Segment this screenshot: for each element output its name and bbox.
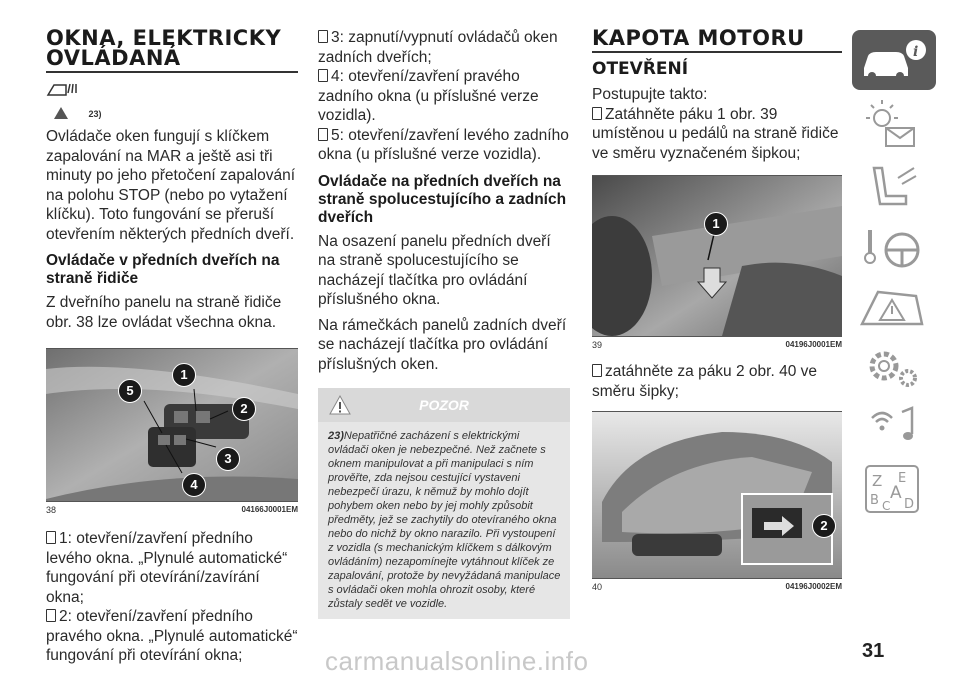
bullet-icon xyxy=(318,30,328,43)
bullet-icon xyxy=(592,107,602,120)
svg-text:D: D xyxy=(904,497,915,512)
warning-ref: 23) xyxy=(328,430,344,442)
passenger-door-text: Na osazení panelu předních dveří na straně spolucestujícího se nacházejí tlačítka pro ovládání příslušného okna. xyxy=(318,232,551,308)
power-window-icon xyxy=(46,81,298,99)
warning-text: 23)Nepatřičné zacházení s elektrickými ovládači oken je nebezpečné. Než začnete s oknem manipulovat a při manipulaci s ním prověřte, zda nejsou cestující vystaveni nebezpečí úrazu, k němuž by mohlo dojít pohybem oken nebo by jej mohly způsobit předměty, jež se zachytily do otevíraného okna nebo do nichž by okno narazilo. Při vystoupení z vozidla (s mechanickým klíčkem s dálkovým ovládáním) nezapomínejte vytáhnout klíček ze zapalování, protože by nevyžádaná manipulace s ovládači oken mohla ohrozit osoby, které zůstaly sedět ve vozidle. xyxy=(318,422,570,619)
subheading-passenger-doors: Ovládače na předních dveřích na straně spolucestujícího a zadních dveřích xyxy=(318,172,567,226)
warning-title: POZOR xyxy=(419,397,469,413)
callout-2: 2 xyxy=(232,397,256,421)
page-number: 31 xyxy=(862,640,885,662)
watermark: carmanualsonline.info xyxy=(325,646,589,676)
figure-number: 39 xyxy=(592,340,603,350)
car-info-icon[interactable] xyxy=(852,30,936,90)
column-3 xyxy=(592,28,842,592)
emergency-icon[interactable] xyxy=(852,278,936,338)
callout-2: 2 xyxy=(812,514,836,538)
rear-door-text: Na rámečkách panelů zadních dveří se nacházejí tlačítka pro ovládání příslušných oken. xyxy=(318,316,567,373)
steps-intro: Postupujte takto: xyxy=(592,86,708,103)
bullet-icon xyxy=(318,69,328,82)
list-item: 2: otevření/zavření předního pravého okna. „Plynulé automatické“ fungování při otevírání okna; xyxy=(46,608,298,664)
callout-1: 1 xyxy=(704,212,728,236)
key-steering-icon[interactable] xyxy=(852,218,936,278)
svg-text:C: C xyxy=(882,499,891,513)
list-item: 5: otevření/zavření levého zadního okna (u příslušné verze vozidla). xyxy=(318,126,569,163)
warning-lights-icon[interactable] xyxy=(852,98,936,158)
figure-number: 40 xyxy=(592,582,603,592)
warning-triangle-icon xyxy=(54,107,68,119)
section-heading-windows: OKNA, ELEKTRICKY OVLÁDANÁ xyxy=(46,26,282,70)
svg-text:E: E xyxy=(898,471,907,486)
driver-door-text: Z dveřního panelu na straně řidiče obr. 38 lze ovládat všechna okna. xyxy=(46,294,282,331)
seat-safety-icon[interactable] xyxy=(852,158,936,218)
callout-1: 1 xyxy=(172,363,196,387)
callout-3: 3 xyxy=(216,447,240,471)
figure-40 xyxy=(592,411,842,579)
figure-39 xyxy=(592,175,842,337)
step-2: zatáhněte za páku 2 obr. 40 ve směru šipky; xyxy=(592,363,817,400)
bullet-icon xyxy=(46,531,56,544)
maintenance-icon[interactable] xyxy=(852,338,936,398)
svg-text:Z: Z xyxy=(872,472,883,490)
subheading-driver-door: Ovládače v předních dveřích na straně řidiče xyxy=(46,252,280,287)
heading-rule xyxy=(46,71,298,73)
subheading-opening: OTEVŘENÍ xyxy=(592,59,689,79)
callout-5: 5 xyxy=(118,379,142,403)
bullet-icon xyxy=(318,128,328,141)
bullet-icon xyxy=(592,364,602,377)
chapter-sidebar xyxy=(852,30,936,518)
figure-code: 04196J0001EM xyxy=(785,340,842,349)
figure-40-caption xyxy=(592,582,842,592)
warning-box xyxy=(318,388,570,619)
bullet-icon xyxy=(46,609,56,622)
figure-39-caption xyxy=(592,340,842,350)
list-item: 3: zapnutí/vypnutí ovládačů oken zadních dveřích; xyxy=(318,29,558,66)
hood-lever-image xyxy=(592,176,842,336)
note-reference: 23) xyxy=(88,109,102,119)
column-1 xyxy=(46,28,298,666)
svg-text:B: B xyxy=(870,493,879,508)
step-1: Zatáhněte páku 1 obr. 39 umístěnou u pedálů na straně řidiče ve směru vyznačeném šipkou; xyxy=(592,105,839,162)
multimedia-icon[interactable] xyxy=(852,398,936,458)
svg-text:i: i xyxy=(913,44,919,60)
svg-text:A: A xyxy=(890,483,902,503)
figure-code: 04196J0002EM xyxy=(785,582,842,591)
figure-38-caption xyxy=(46,505,298,515)
figure-38 xyxy=(46,348,298,502)
section-heading-hood: KAPOTA MOTORU xyxy=(592,26,805,50)
list-item: 1: otevření/zavření předního levého okna. „Plynulé automatické“ fungování při otevírání/zavírání okna; xyxy=(46,530,288,606)
car-front-image xyxy=(592,412,842,578)
callout-4: 4 xyxy=(182,473,206,497)
figure-code: 04166J0001EM xyxy=(241,505,298,514)
figure-number: 38 xyxy=(46,505,57,515)
index-icon[interactable] xyxy=(852,458,936,518)
warning-header xyxy=(318,388,570,422)
heading-rule xyxy=(592,51,842,53)
list-item: 4: otevření/zavření pravého zadního okna (u příslušné verze vozidla). xyxy=(318,68,539,124)
column-2 xyxy=(318,28,570,619)
intro-paragraph: Ovládače oken fungují s klíčkem zapalování na MAR a ještě asi tři minuty po jeho přetočení zapalování na polohu STOP (nebo po vytažení klíčku). Toto fungování se přeruší otevřením některých předních dveří. xyxy=(46,128,296,243)
